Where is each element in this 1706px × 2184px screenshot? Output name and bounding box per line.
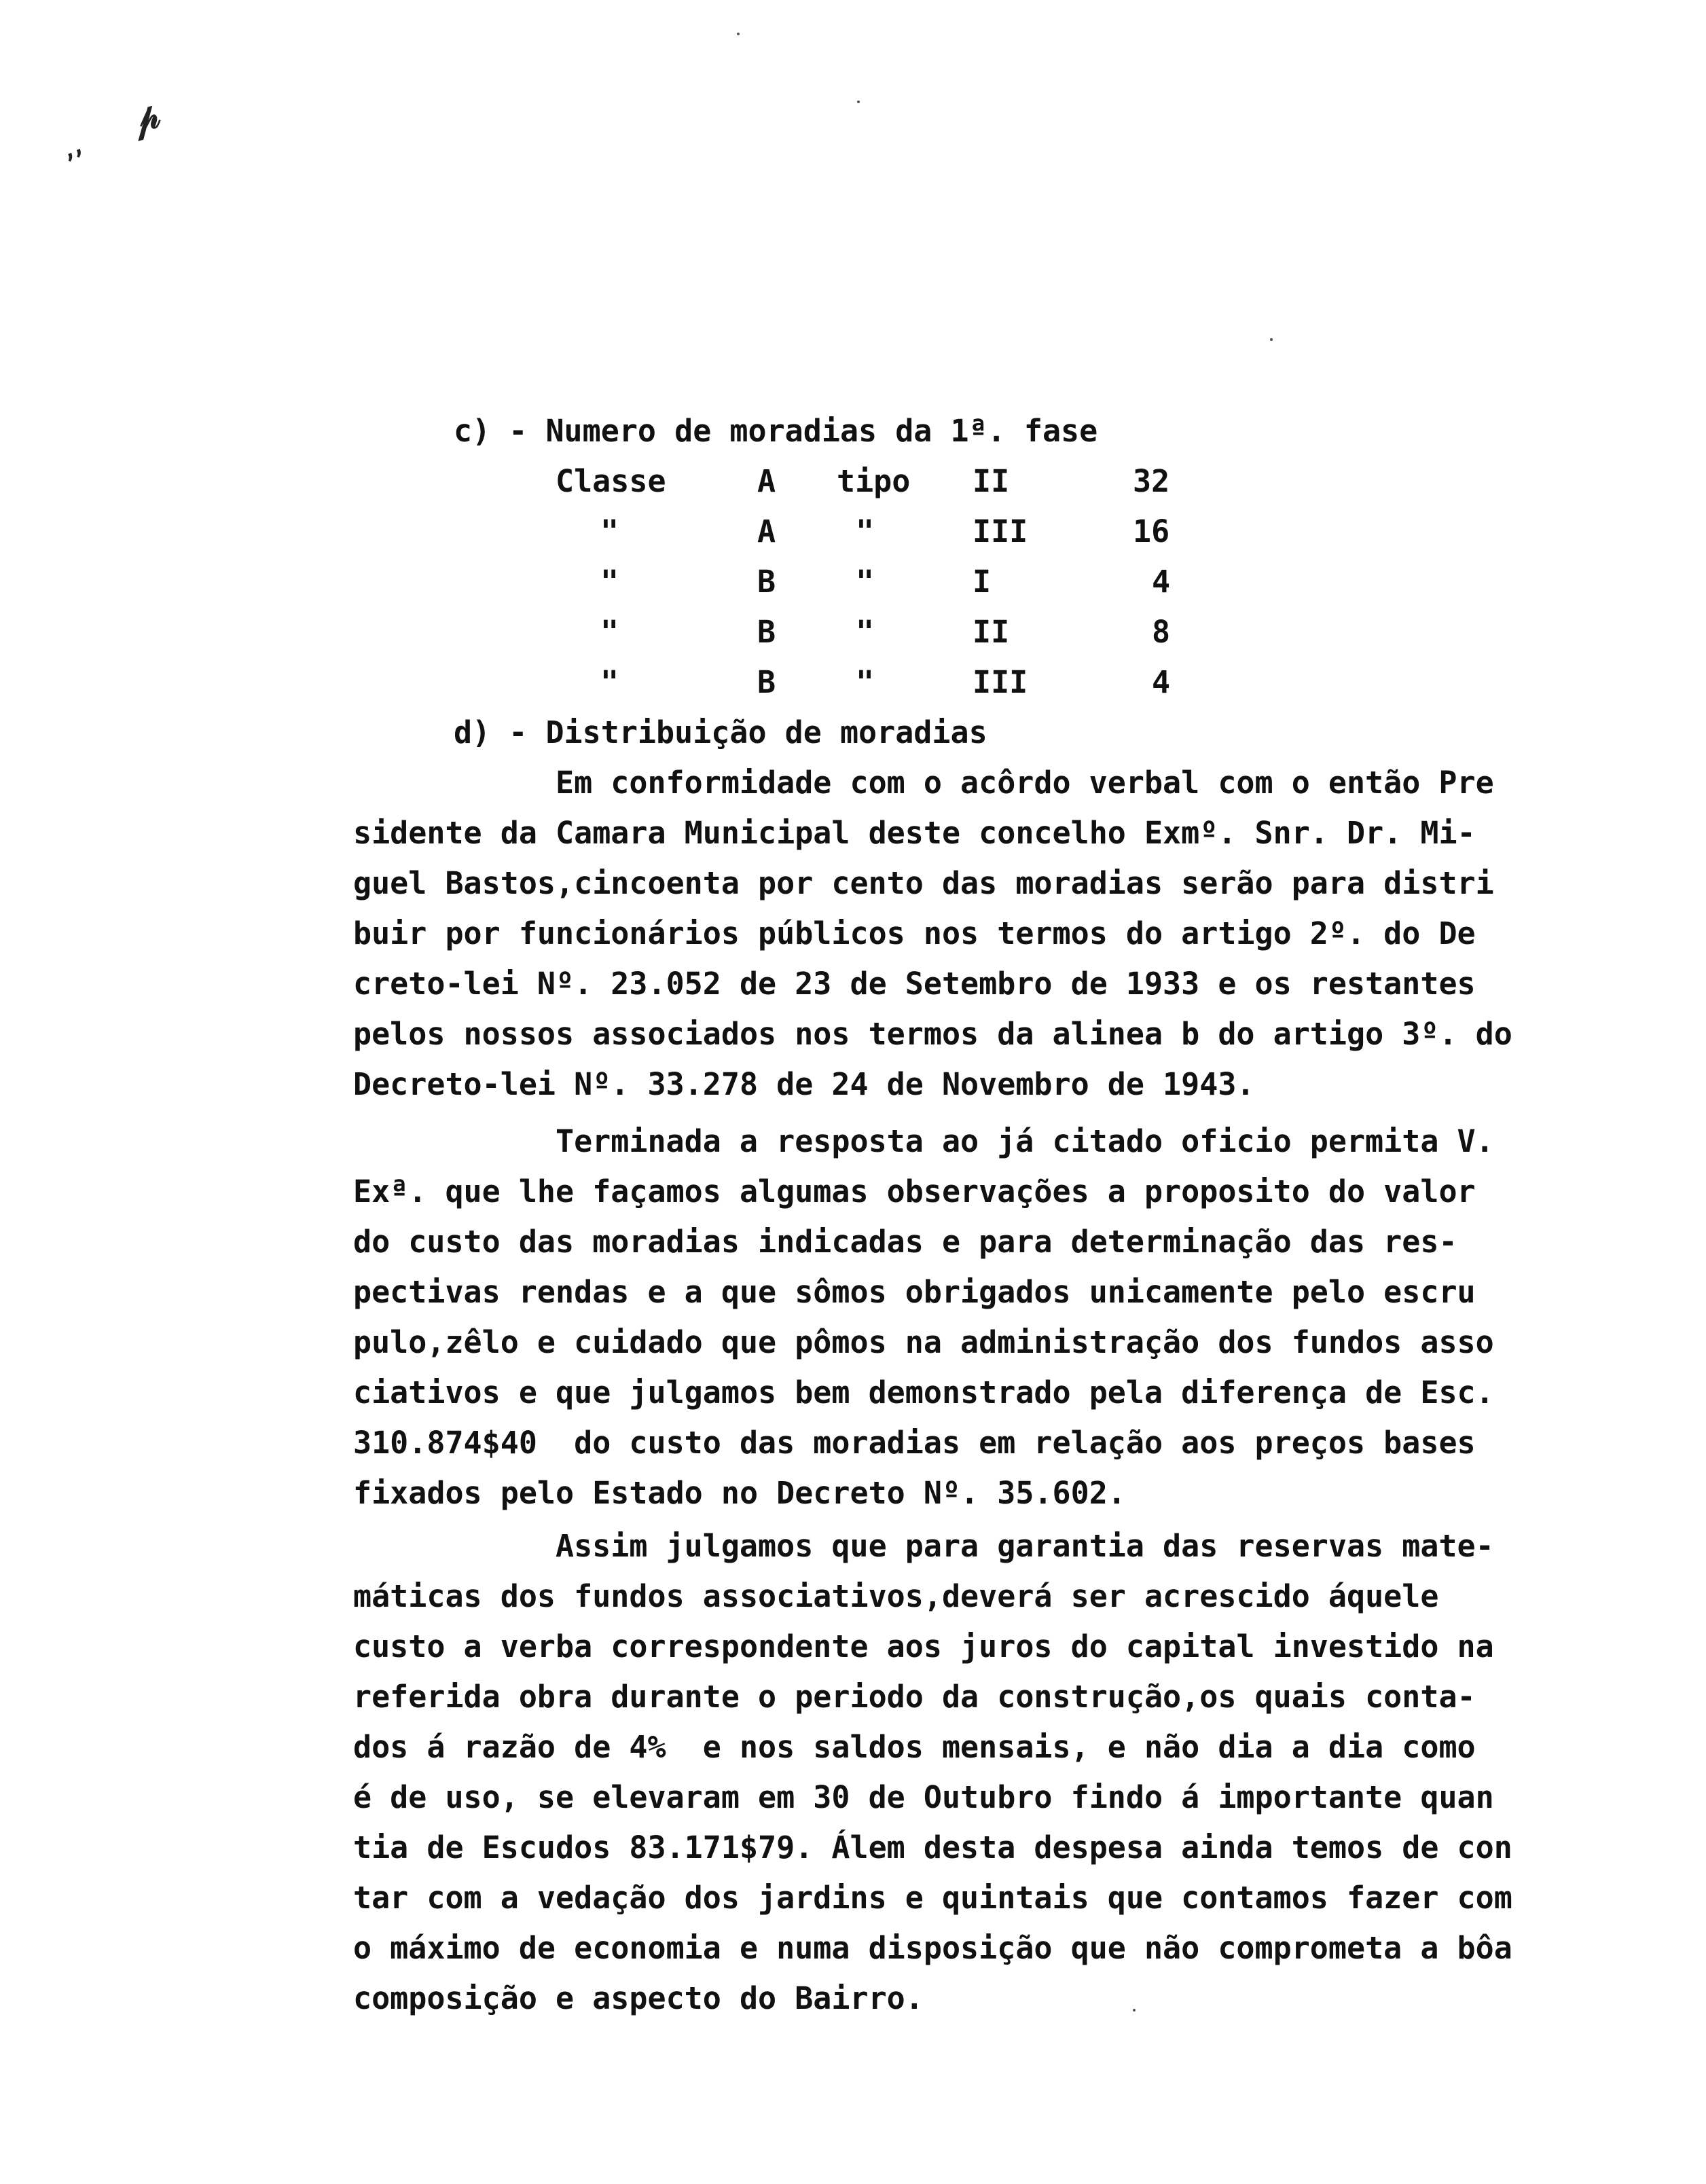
paragraph-line: pulo,zêlo e cuidado que pômos na administração dos fundos asso	[353, 1324, 1494, 1360]
paragraph-line: Decreto-lei Nº. 33.278 de 24 de Novembro de 1943.	[353, 1066, 1255, 1102]
table-cell-class: "	[600, 564, 619, 600]
section-c-heading: c) - Numero de moradias da 1ª. fase	[454, 413, 1098, 449]
paragraph-line: pectivas rendas e a que sômos obrigados unicamente pelo escru	[353, 1274, 1476, 1310]
paragraph-line: Assim julgamos que para garantia das reservas mate-	[556, 1528, 1494, 1564]
paragraph-line: Terminada a resposta ao já citado oficio permita V.	[556, 1123, 1494, 1159]
table-cell-count: 4	[1152, 564, 1171, 600]
table-cell-count: 4	[1152, 664, 1171, 700]
table-cell-class: "	[600, 664, 619, 700]
paragraph-line: creto-lei Nº. 23.052 de 23 de Setembro de 1933 e os restantes	[353, 966, 1476, 1002]
paragraph-line: máticas dos fundos associativos,deverá ser acrescido áquele	[353, 1578, 1439, 1614]
table-cell-type-label: tipo	[837, 463, 911, 499]
table-cell-type-label: "	[856, 564, 875, 600]
table-cell-letter: B	[757, 664, 776, 700]
paragraph-line: buir por funcionários públicos nos termos do artigo 2º. do De	[353, 915, 1476, 951]
scan-speck	[1133, 2009, 1136, 2012]
table-cell-type-label: "	[856, 664, 875, 700]
paragraph-line: Em conformidade com o acôrdo verbal com o então Pre	[556, 765, 1494, 801]
paragraph-line: o máximo de economia e numa disposição que não comprometa a bôa	[353, 1930, 1512, 1966]
table-cell-type-label: "	[856, 513, 875, 549]
table-cell-type: II	[973, 463, 1010, 499]
table-cell-class: Classe	[556, 463, 666, 499]
section-d-heading: d) - Distribuição de moradias	[454, 714, 987, 750]
table-cell-class: "	[600, 614, 619, 650]
table-cell-type: I	[973, 564, 992, 600]
handwritten-mark: 𝓅	[128, 92, 165, 141]
paragraph-line: é de uso, se elevaram em 30 de Outubro findo á importante quan	[353, 1779, 1494, 1815]
handwritten-mark: ʼʼ	[62, 143, 93, 181]
table-cell-letter: B	[757, 614, 776, 650]
paragraph-line: dos á razão de 4% e nos saldos mensais, e não dia a dia como	[353, 1729, 1476, 1765]
table-cell-count: 8	[1152, 614, 1171, 650]
paragraph-line: tar com a vedação dos jardins e quintais que contamos fazer com	[353, 1880, 1512, 1916]
scan-speck	[737, 33, 740, 35]
scan-speck	[1270, 338, 1273, 341]
table-cell-count: 16	[1133, 513, 1170, 549]
paragraph-line: composição e aspecto do Bairro.	[353, 1980, 924, 2016]
table-cell-type: III	[973, 664, 1028, 700]
paragraph-line: 310.874$40 do custo das moradias em relação aos preços bases	[353, 1425, 1476, 1461]
table-cell-letter: B	[757, 564, 776, 600]
table-cell-count: 32	[1133, 463, 1170, 499]
paragraph-line: tia de Escudos 83.171$79. Álem desta despesa ainda temos de con	[353, 1830, 1512, 1866]
table-cell-type: III	[973, 513, 1028, 549]
table-cell-class: "	[600, 513, 619, 549]
paragraph-line: referida obra durante o periodo da construção,os quais conta-	[353, 1679, 1476, 1715]
table-cell-type: II	[973, 614, 1010, 650]
table-cell-letter: A	[757, 463, 776, 499]
paragraph-line: pelos nossos associados nos termos da alinea b do artigo 3º. do	[353, 1016, 1512, 1052]
table-cell-type-label: "	[856, 614, 875, 650]
table-cell-letter: A	[757, 513, 776, 549]
paragraph-line: fixados pelo Estado no Decreto Nº. 35.602.	[353, 1475, 1126, 1511]
paragraph-line: guel Bastos,cincoenta por cento das moradias serão para distri	[353, 865, 1494, 901]
paragraph-line: do custo das moradias indicadas e para determinação das res-	[353, 1224, 1457, 1260]
paragraph-line: sidente da Camara Municipal deste concelho Exmº. Snr. Dr. Mi-	[353, 815, 1476, 851]
paragraph-line: Exª. que lhe façamos algumas observações a proposito do valor	[353, 1173, 1476, 1209]
paragraph-line: custo a verba correspondente aos juros do capital investido na	[353, 1628, 1494, 1664]
paragraph-line: ciativos e que julgamos bem demonstrado pela diferença de Esc.	[353, 1375, 1494, 1410]
scan-speck	[857, 101, 860, 103]
